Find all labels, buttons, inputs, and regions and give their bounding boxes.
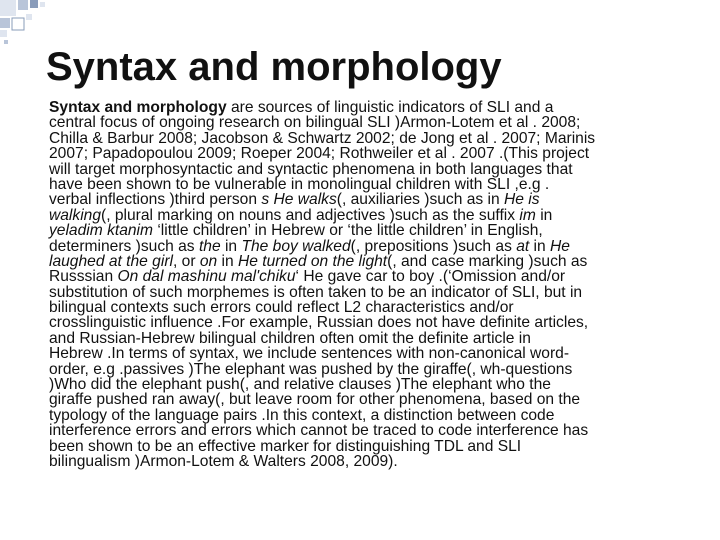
body-text-segment: (, auxiliaries )such as in	[336, 191, 505, 209]
body-text-segment: He	[550, 237, 570, 255]
body-text-segment: in	[220, 237, 242, 255]
body-text-segment: ‘ He gave car to boy .(‘Omission and/or	[295, 268, 566, 286]
body-text-segment: s He walks	[261, 191, 337, 209]
body-line	[49, 208, 701, 223]
body-text-segment: walking	[49, 206, 102, 224]
body-text-segment: bilingualism )Armon-Lotem & Walters 2008, 2009).	[49, 452, 398, 470]
body-text-segment: have been shown to be vulnerable in monolingual children with SLI ,e.g .	[49, 175, 550, 193]
body-text-segment: 2007; Papadopoulou 2009; Roeper 2004; Rothweiler et al . 2007 .(This project	[49, 145, 590, 163]
body-text-segment: giraffe pushed ran away(, but leave room for other phenomena, based on the	[49, 391, 581, 409]
body-line	[49, 146, 701, 161]
body-text-segment: are sources of linguistic indicators of SLI and a	[226, 99, 554, 116]
body-text-segment: on	[199, 252, 218, 270]
body-text-segment: substitution of such morphemes is often taken to be an indicator of SLI, but in	[49, 283, 583, 301]
body-line	[49, 423, 701, 438]
body-text-segment: central focus of ongoing research on bilingual SLI )Armon-Lotem et al . 2008;	[49, 114, 581, 132]
body-text-segment: On dal mashinu mal'chiku	[117, 268, 296, 286]
body-text-segment: in	[535, 206, 553, 224]
body-line	[49, 331, 701, 346]
body-text-segment: He turned on the light	[238, 252, 388, 270]
body-line	[49, 115, 701, 130]
body-text-segment: bilingual contexts such errors could reflect L2 characteristics and/or	[49, 299, 514, 317]
body-text-segment: determiners )such as	[49, 237, 199, 255]
body-text-segment: (, prepositions )such as	[350, 237, 517, 255]
body-text-segment: in	[529, 237, 551, 255]
body-line	[49, 162, 701, 177]
body-text-segment: Syntax and morphology	[49, 99, 227, 116]
body-line	[49, 392, 701, 407]
body-line	[49, 239, 701, 254]
body-text-segment: at	[516, 237, 530, 255]
body-line	[49, 285, 701, 300]
body-text-segment: been shown to be an effective marker for distinguishing TDL and SLI	[49, 437, 522, 455]
body-line	[49, 454, 701, 469]
body-text-segment: yeladim ktanim	[49, 222, 153, 240]
body-text-segment: laughed at the girl	[49, 252, 173, 270]
body-line	[49, 315, 701, 330]
body-text-segment: typology of the language pairs .In this context, a distinction between code	[49, 406, 555, 424]
body-text-segment: in	[217, 252, 239, 270]
slide-body-text	[49, 100, 701, 469]
body-text-segment: )Who did the elephant push(, and relative clauses )The elephant who the	[49, 376, 551, 394]
body-line	[49, 377, 701, 392]
body-text-segment: The boy walked	[241, 237, 351, 255]
body-line	[49, 362, 701, 377]
body-text-segment: interference errors and errors which cannot be traced to code interference has	[49, 422, 589, 440]
body-text-segment: Russsian	[49, 268, 118, 286]
body-text-segment: crosslinguistic influence .For example, Russian does not have definite articles,	[49, 314, 589, 332]
body-line	[49, 300, 701, 315]
body-line	[49, 346, 701, 361]
body-text-segment: (, and case marking )such as	[387, 252, 588, 270]
body-line	[49, 269, 701, 284]
body-line	[49, 192, 701, 207]
body-text-segment: order, e.g .passives )The elephant was pushed by the giraffe(, wh-questions	[49, 360, 573, 378]
body-line	[49, 408, 701, 423]
body-line	[49, 100, 701, 115]
body-text-segment: will target morphosyntactic and syntactic phenomena in both languages that	[49, 160, 573, 178]
body-text-segment: (, plural marking on nouns and adjectives )such as the suffix	[101, 206, 520, 224]
body-line	[49, 439, 701, 454]
body-text-segment: and Russian-Hebrew bilingual children often omit the definite article in	[49, 329, 531, 347]
body-text-segment: verbal inflections )third person	[49, 191, 262, 209]
body-line	[49, 177, 701, 192]
body-line	[49, 223, 701, 238]
slide-title: Syntax and morphology	[46, 45, 502, 89]
body-text-segment: im	[519, 206, 536, 224]
body-text-segment: He is	[504, 191, 540, 209]
body-text-segment: Chilla & Barbur 2008; Jacobson & Schwartz 2002; de Jong et al . 2007; Marinis	[49, 129, 596, 147]
body-text-segment: the	[198, 237, 221, 255]
body-line	[49, 254, 701, 269]
body-text-segment: ‘little children’ in Hebrew or ‘the little children’ in English,	[153, 222, 543, 240]
body-line	[49, 131, 701, 146]
body-text-segment: , or	[172, 252, 200, 270]
body-text-segment: Hebrew .In terms of syntax, we include sentences with non-canonical word-	[49, 345, 570, 363]
